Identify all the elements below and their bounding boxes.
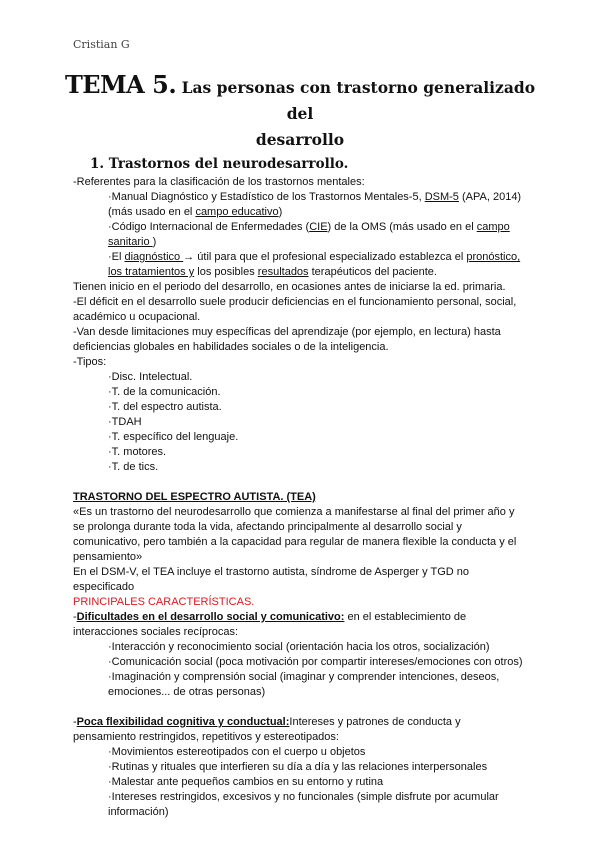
title-tema: TEMA 5.	[64, 70, 177, 99]
text-segment: -El déficit en el desarrollo suele producir deficiencias en el funcionamiento personal, social,	[73, 296, 517, 308]
text-line	[73, 535, 550, 550]
underlined-text: campo educativo	[195, 206, 279, 218]
text-segment: -	[73, 611, 77, 623]
text-segment: ·Malestar ante pequeños cambios en su entorno y rutina	[108, 776, 384, 788]
section-label-red: PRINCIPALES CARACTERÍSTICAS.	[73, 596, 255, 608]
text-segment: (más usado en el	[108, 206, 196, 218]
text-line	[73, 175, 550, 190]
underlined-text: Poca flexibilidad cognitiva y conductual:	[76, 716, 290, 728]
text-line	[73, 610, 550, 625]
underlined-text: resultados	[257, 266, 309, 278]
text-segment: ·T. del espectro autista.	[108, 401, 222, 413]
text-line	[73, 670, 550, 685]
text-line	[73, 730, 550, 745]
text-segment: ·Manual Diagnóstico y Estadístico de los Trastornos Mentales-5,	[108, 191, 425, 203]
text-segment: especificado	[73, 581, 135, 593]
underlined-text: diagnóstico	[124, 251, 184, 263]
page-title	[50, 72, 550, 153]
text-segment: ·Imaginación y comprensión social (imaginar y comprender intenciones, deseos,	[108, 671, 500, 683]
text-segment: ·Comunicación social (poca motivación por compartir intereses/emociones con otros)	[108, 656, 523, 668]
underlined-text: TRASTORNO DEL ESPECTRO AUTISTA. (TEA)	[73, 491, 316, 503]
title-text-2: desarrollo	[255, 130, 345, 149]
text-segment: -Tipos:	[73, 356, 107, 368]
text-segment: emociones... de otras personas)	[108, 686, 266, 698]
text-line	[73, 565, 550, 580]
text-line	[73, 340, 550, 355]
text-line	[73, 280, 550, 295]
text-segment: en el establecimiento de	[344, 611, 467, 623]
text-line	[73, 235, 550, 250]
document-content	[50, 72, 550, 820]
header-author: Cristian G	[73, 38, 130, 51]
text-segment: (APA, 2014)	[458, 191, 522, 203]
text-line	[73, 805, 550, 820]
text-segment: ·T. de la comunicación.	[108, 386, 221, 398]
text-line	[73, 790, 550, 805]
text-line	[73, 400, 550, 415]
text-segment: deficiencias globales en habilidades sociales o de la inteligencia.	[73, 341, 389, 353]
underlined-text: Dificultades en el desarrollo social y comunicativo:	[76, 611, 345, 623]
text-segment: ·Rutinas y rituales que interfieren su día a día y las relaciones interpersonales	[108, 761, 488, 773]
text-segment: ·Código Internacional de Enfermedades (	[108, 221, 310, 233]
underlined-text: pronóstico,	[466, 251, 521, 263]
text-segment: ·Interacción y reconocimiento social (orientación hacia los otros, socialización)	[108, 641, 490, 653]
text-line	[73, 430, 550, 445]
text-segment: ·Intereses restringidos, excesivos y no funcionales (simple disfrute por acumular	[108, 791, 499, 803]
text-line	[73, 520, 550, 535]
text-line	[73, 775, 550, 790]
text-line	[73, 655, 550, 670]
text-line	[73, 220, 550, 235]
document-body	[73, 175, 550, 820]
text-segment: pensamiento»	[73, 551, 143, 563]
text-line	[73, 310, 550, 325]
text-segment: En el DSM-V, el TEA incluye el trastorno autista, síndrome de Asperger y TGD no	[73, 566, 469, 578]
text-line	[73, 355, 550, 370]
text-line	[73, 745, 550, 760]
text-line	[73, 370, 550, 385]
text-line	[73, 640, 550, 655]
text-segment: Intereses y patrones de conducta y	[289, 716, 461, 728]
text-line	[73, 295, 550, 310]
text-segment: ·T. de tics.	[108, 461, 159, 473]
text-segment: interacciones sociales recíprocas:	[73, 626, 239, 638]
text-line	[73, 595, 550, 610]
text-segment: -Van desde limitaciones muy específicas del aprendizaje (por ejemplo, en lectura) hasta	[73, 326, 501, 338]
text-line	[73, 505, 550, 520]
text-segment: → útil para que el profesional especializado establezca el	[183, 251, 467, 263]
text-line	[73, 625, 550, 640]
text-line	[73, 490, 550, 505]
blank-line	[73, 700, 550, 715]
text-segment: académico u ocupacional.	[73, 311, 201, 323]
text-line	[73, 190, 550, 205]
text-line	[73, 265, 550, 280]
title-text-1: Las personas con trastorno generalizado del	[176, 78, 536, 123]
text-line	[73, 205, 550, 220]
text-line	[73, 250, 550, 265]
text-segment: «Es un trastorno del neurodesarrollo que comienza a manifestarse al final del primer año y	[73, 506, 515, 518]
text-segment: ·T. motores.	[108, 446, 167, 458]
text-line	[73, 415, 550, 430]
text-line	[73, 685, 550, 700]
underlined-text: los tratamientos y	[108, 266, 195, 278]
text-segment: ·TDAH	[108, 416, 142, 428]
text-line	[73, 715, 550, 730]
underlined-text: DSM-5	[424, 191, 459, 203]
text-segment: ·Movimientos estereotipados con el cuerpo u objetos	[108, 746, 366, 758]
text-segment: pensamiento restringidos, repetitivos y estereotipados:	[73, 731, 339, 743]
underlined-text: CIE	[309, 221, 328, 233]
text-line	[73, 385, 550, 400]
text-line	[73, 460, 550, 475]
text-segment: los posibles	[194, 266, 258, 278]
underlined-text: campo	[476, 221, 510, 233]
text-segment: comunicativo, pero también a la capacidad para regular de manera flexible la conducta y el	[73, 536, 517, 548]
text-line	[73, 760, 550, 775]
text-segment: se prolonga durante toda la vida, afectando principalmente al desarrollo social y	[73, 521, 462, 533]
text-segment: ·El	[108, 251, 125, 263]
text-segment: -Referentes para la clasificación de los trastornos mentales:	[73, 176, 365, 188]
text-segment: terapéuticos del paciente.	[308, 266, 437, 278]
text-segment: )	[152, 236, 157, 248]
section-heading: 1. Trastornos del neurodesarrollo.	[90, 156, 349, 172]
text-segment: )	[278, 206, 283, 218]
text-line	[73, 325, 550, 340]
text-segment: -	[73, 716, 77, 728]
blank-line	[73, 475, 550, 490]
text-line	[73, 580, 550, 595]
text-segment: información)	[108, 806, 169, 818]
text-line	[73, 445, 550, 460]
text-segment: ) de la OMS (más usado en el	[327, 221, 477, 233]
text-segment: Tienen inicio en el periodo del desarrollo, en ocasiones antes de iniciarse la ed. primaria.	[73, 281, 506, 293]
underlined-text: sanitario	[108, 236, 153, 248]
text-line	[73, 550, 550, 565]
text-segment: ·Disc. Intelectual.	[108, 371, 193, 383]
text-segment: ·T. específico del lenguaje.	[108, 431, 239, 443]
